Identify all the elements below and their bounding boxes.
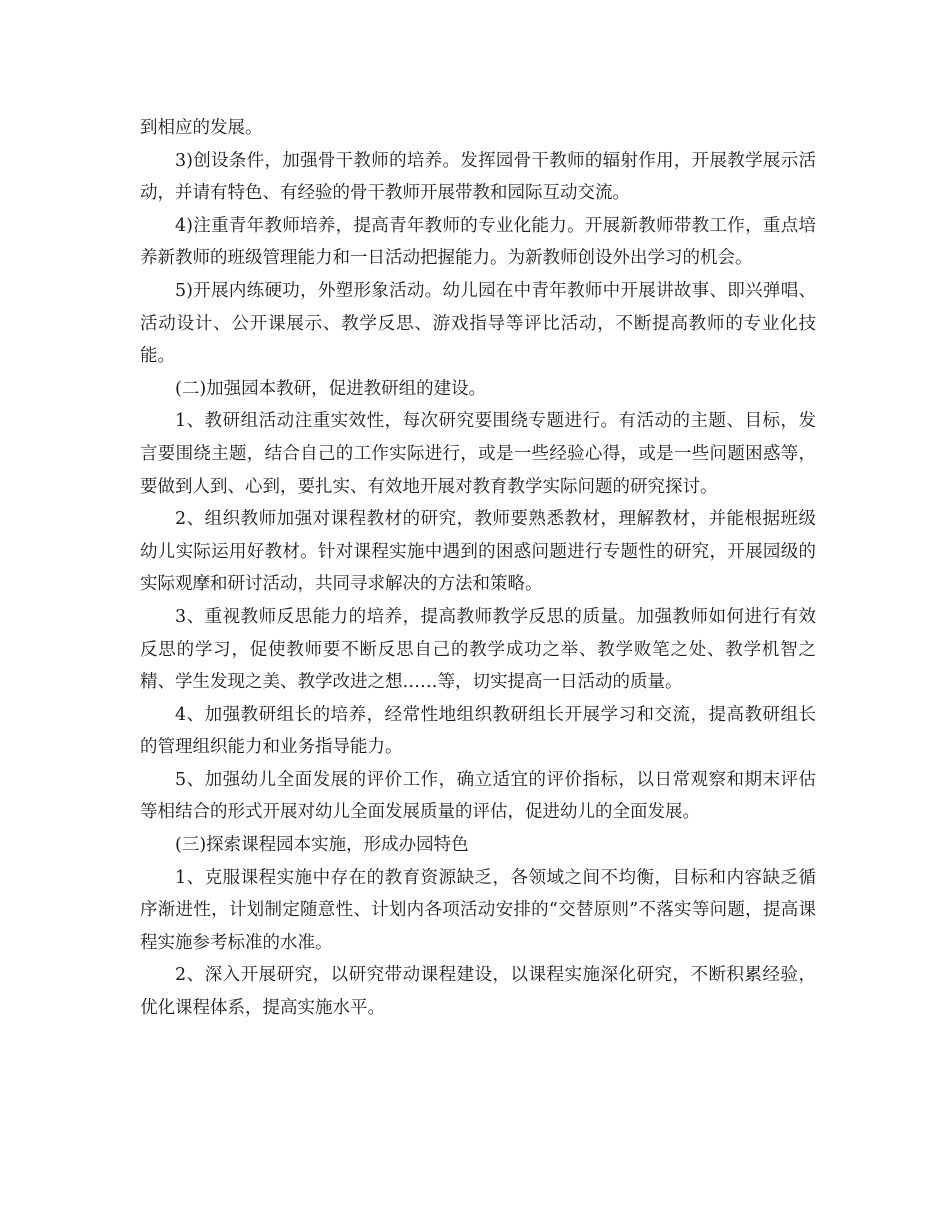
document-page [140,112,816,1025]
paragraph-curriculum-1: 1、克服课程实施中存在的教育资源缺乏，各领域之间不均衡，目标和内容缺乏循序渐进性，计划制定随意性、计划内各项活动安排的“交替原则”不落实等问题，提高课程实施参考标准的水准。 [140,867,816,953]
paragraph-research-5: 5、加强幼儿全面发展的评价工作，确立适宜的评价指标，以日常观察和期末评估等相结合的形式开展对幼儿全面发展质量的评估，促进幼儿的全面发展。 [140,769,816,823]
paragraph-item-4: 4)注重青年教师培养，提高青年教师的专业化能力。开展新教师带教工作，重点培养新教师的班级管理能力和一日活动把握能力。为新教师创设外出学习的机会。 [140,215,816,269]
paragraph-continuation: 到相应的发展。 [140,118,263,138]
paragraph-research-2: 2、组织教师加强对课程教材的研究，教师要熟悉教材，理解教材，并能根据班级幼儿实际运用好教材。针对课程实施中遇到的困惑问题进行专题性的研究，开展园级的实际观摩和研讨活动，共同寻求解决的方法和策略。 [140,509,816,595]
paragraph-item-5: 5)开展内练硬功，外塑形象活动。幼儿园在中青年教师中开展讲故事、即兴弹唱、活动设计、公开课展示、教学反思、游戏指导等评比活动，不断提高教师的专业化技能。 [140,280,816,367]
section-heading-3: (三)探索课程园本实施，形成办园特色 [175,835,469,856]
paragraph-curriculum-2: 2、深入开展研究，以研究带动课程建设，以课程实施深化研究，不断积累经验，优化课程体系，提高实施水平。 [140,965,816,1019]
paragraph-research-3: 3、重视教师反思能力的培养，提高教师教学反思的质量。加强教师如何进行有效反思的学习，促使教师要不断反思自己的教学成功之举、教学败笔之处、教学机智之精、学生发现之美、教学改进之想……等，切实提高一日活动的质量。 [140,606,816,693]
paragraph-research-4: 4、加强教研组长的培养，经常性地组织教研组长开展学习和交流，提高教研组长的管理组织能力和业务指导能力。 [140,704,816,758]
paragraph-research-1: 1、教研组活动注重实效性，每次研究要围绕专题进行。有活动的主题、目标，发言要围绕主题，结合自己的工作实际进行，或是一些经验心得，或是一些问题困惑等，要做到人到、心到，要扎实、有效地开展对教育教学实际问题的研究探讨。 [140,411,816,497]
section-heading-2: (二)加强园本教研，促进教研组的建设。 [175,378,487,399]
paragraph-item-3: 3)创设条件，加强骨干教师的培养。发挥园骨干教师的辐射作用，开展教学展示活动，并请有特色、有经验的骨干教师开展带教和园际互动交流。 [140,150,816,204]
